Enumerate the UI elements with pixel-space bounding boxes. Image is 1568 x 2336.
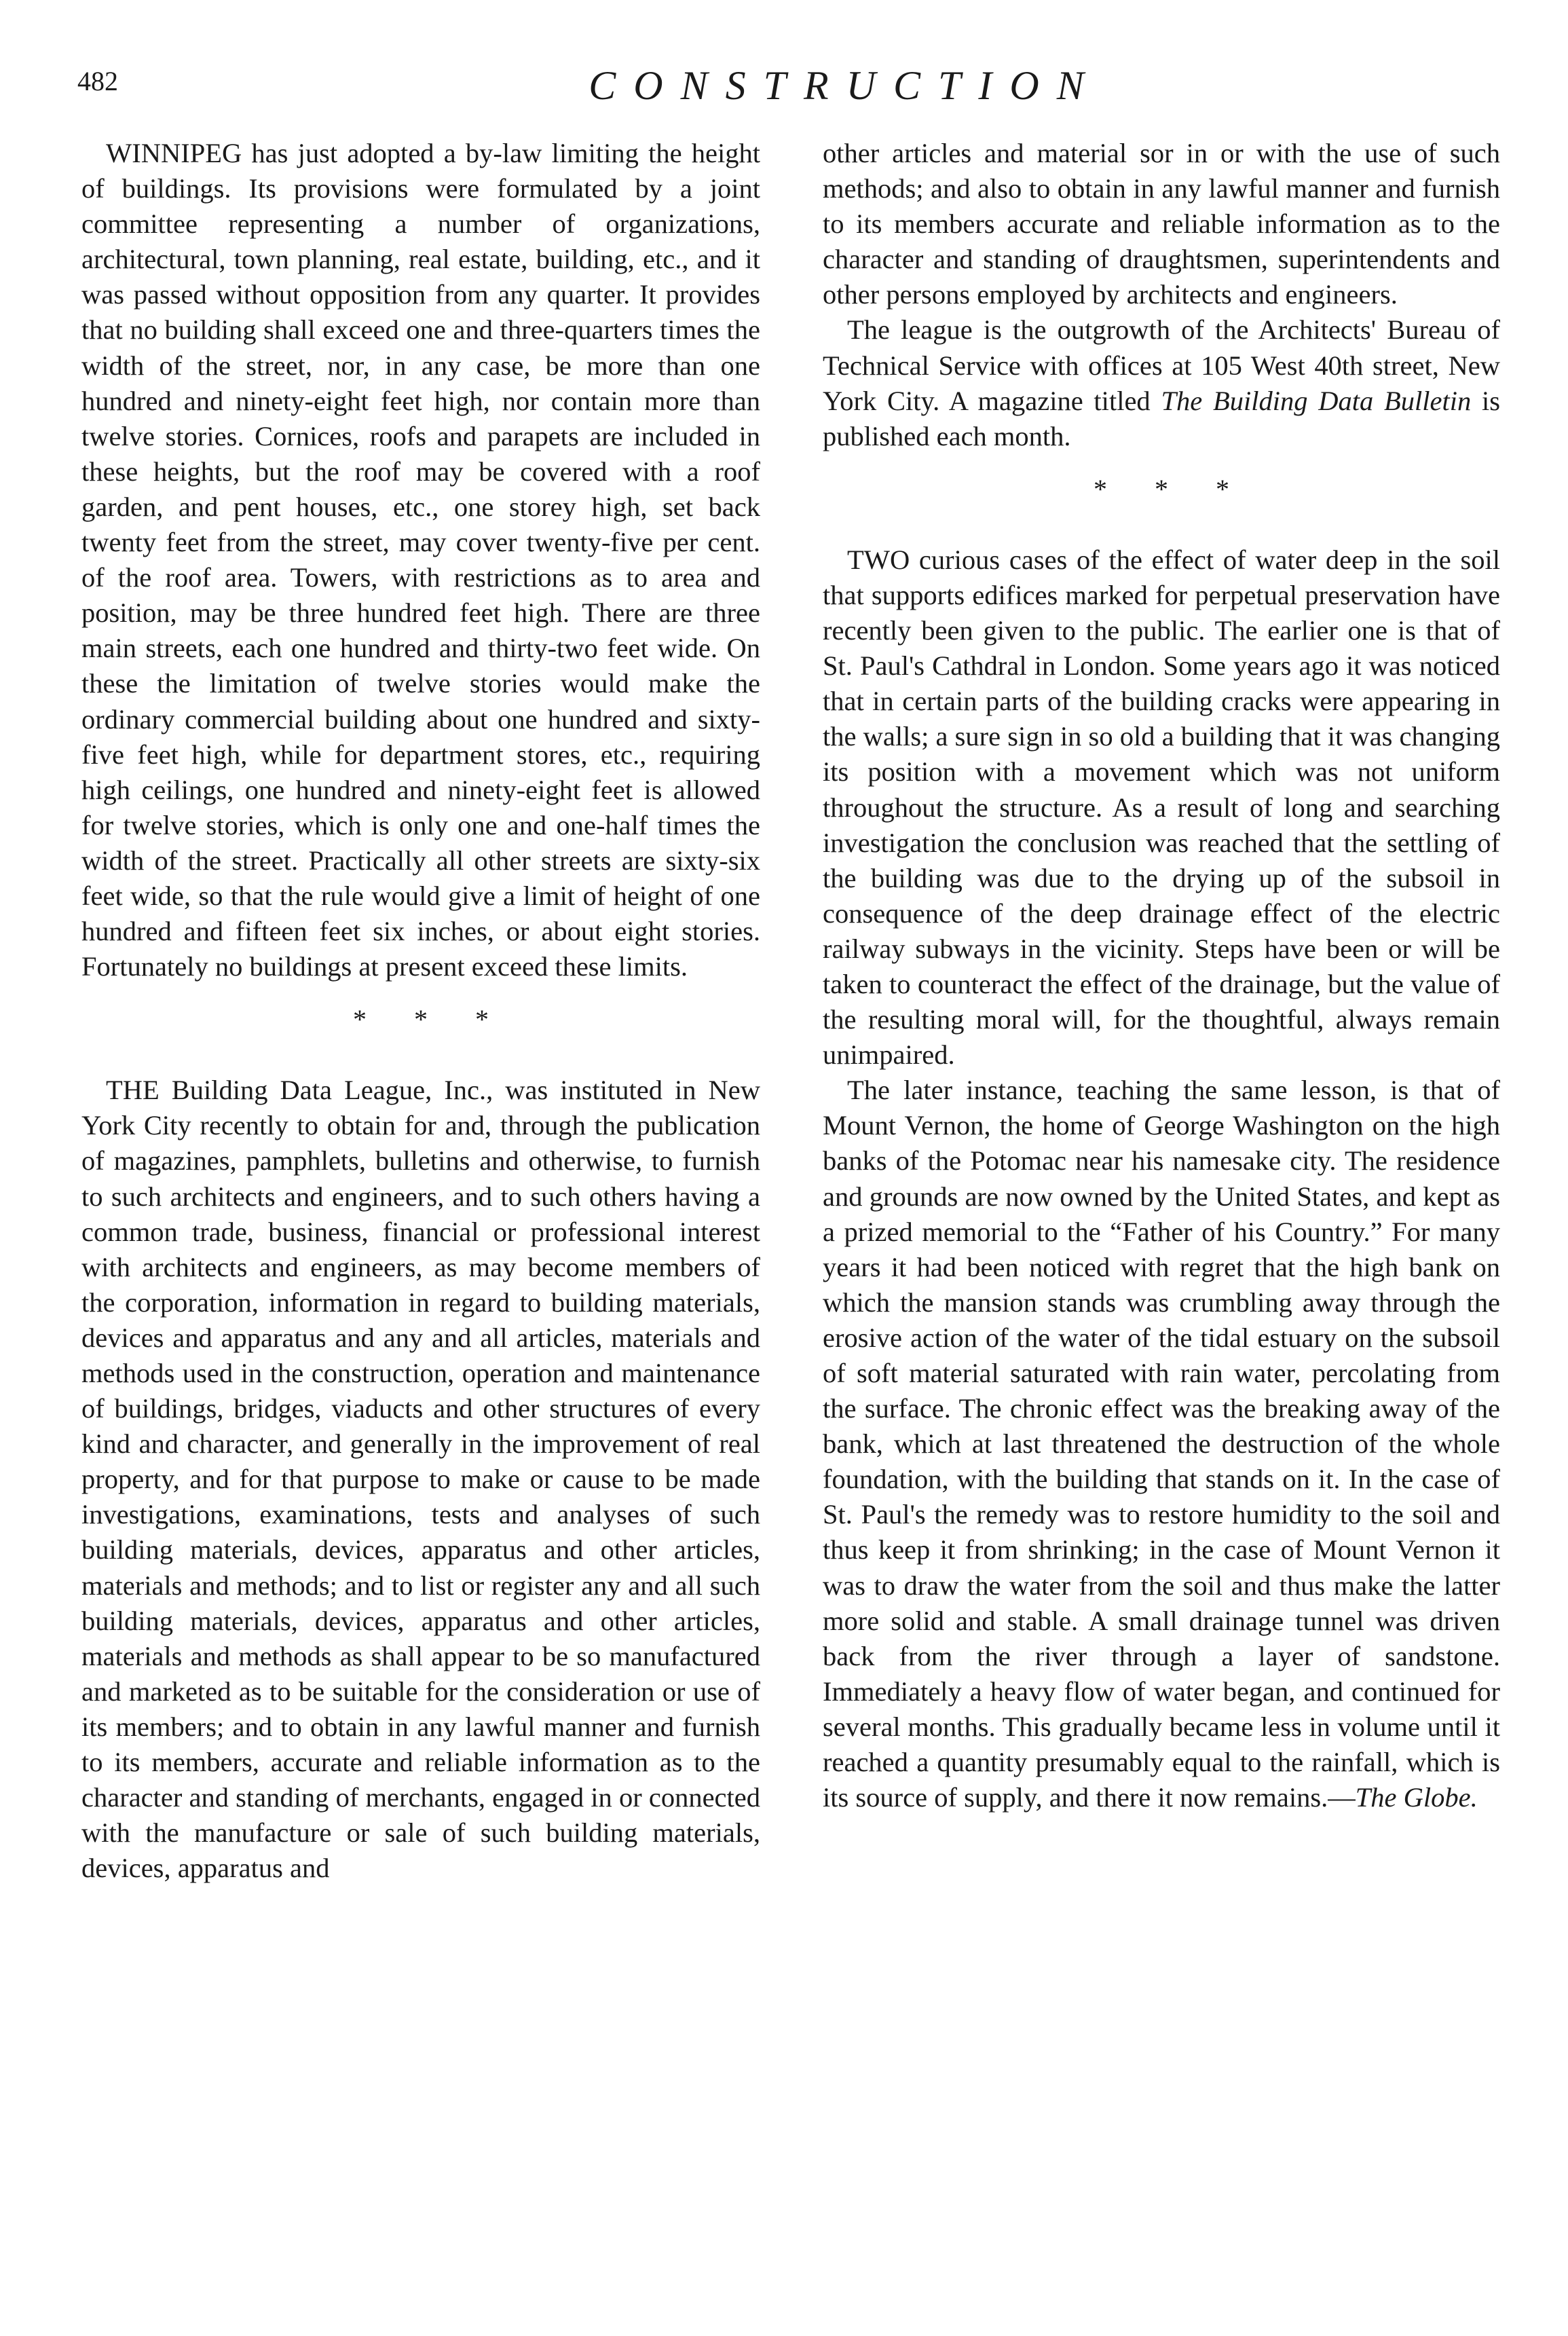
- water-article-paragraph-2: [823, 1073, 1500, 1815]
- league-origin-tail: is published each month.: [823, 385, 1500, 451]
- right-column: [823, 136, 1500, 1815]
- water-article-paragraph-1: TWO curious cases of the effect of water deep in the soil that supports edifices marked for perpetual preservation have recently been given to the public. The earlier one is that of St. Paul's Cathdral in London. Some years ago it was noticed that in certain parts of the building cracks were appearing in the walls; a sure sign in so old a building that it was changing its position with a movement which was not uniform throughout the structure. As a result of long and searching investigation the conclusion was reached that the settling of the building was due to the drying up of the subsoil in consequence of the deep drainage effect of the electric railway subways in the vicinity. Steps have been or will be taken to counteract the effect of the drainage, but the value of the resulting moral will, for the thoughtful, always remain unimpaired.: [823, 544, 1500, 1071]
- source-attribution: The Globe.: [1355, 1782, 1478, 1813]
- league-origin-paragraph: [823, 312, 1500, 453]
- section-separator: * * *: [353, 1004, 509, 1035]
- section-separator: * * *: [1094, 473, 1250, 504]
- winnipeg-article: WINNIPEG has just adopted a by-law limiting the height of buildings. Its provisions were formulated by a joint committee representing a number of organizations, architectural, town planning, real estate, building, etc., and it was passed without opposition from any quarter. It provides that no building shall exceed one and three-quarters times the width of the street, nor, in any case, be more than one hundred and ninety-eight feet high, nor contain more than twelve stories. Cornices, roofs and parapets are included in these heights, but the roof may be covered with a roof garden, and pent houses, etc., one storey high, set back twenty feet from the street, may cover twenty-five per cent. of the roof area. Towers, with restrictions as to area and position, may be three hundred feet high. There are three main streets, each one hundred and thirty-two feet wide. On these the limitation of twelve stories would make the ordinary commercial building about one hundred and sixty-five feet high, while for department stores, etc., requiring high ceilings, one hundred and ninety-eight feet is allowed for twelve stories, which is only one and one-half times the width of the street. Practically all other streets are sixty-six feet wide, so that the rule would give a limit of height of one hundred and fifteen feet six inches, or about eight stories. Fortunately no buildings at present exceed these limits.: [81, 138, 760, 982]
- league-origin-text: The league is the outgrowth of the Architects' Bureau of Technical Service with offices at 105 West 40th street, New York City. A magazine titled: [823, 314, 1500, 416]
- bulletin-title: The Building Data Bulletin: [1161, 385, 1472, 416]
- left-column: [81, 136, 760, 1886]
- mount-vernon-text: The later instance, teaching the same lesson, is that of Mount Vernon, the home of George Washington on the high banks of the Potomac near his namesake city. The residence and grounds are now owned by the United States, and kept as a prized memorial to the “Father of his Country.” For many years it had been noticed with regret that the high bank on which the mansion stands was crumbling away through the erosive action of the water of the tidal estuary on the subsoil of soft material saturated with rain water, percolating from the surface. The chronic effect was the breaking away of the bank, which at last threatened the destruction of the whole foundation, with the building that stands on it. In the case of St. Paul's the remedy was to restore humidity to the soil and thus keep it from shrinking; in the case of Mount Vernon it was to draw the water from the soil and thus make the latter more solid and stable. A small drainage tunnel was driven back from the river through a layer of sandstone. Immediately a heavy flow of water began, and continued for several months. This gradually became less in volume until it reached a quantity presumably equal to the rainfall, which is its source of supply, and there it now remains.—: [823, 1075, 1500, 1813]
- running-head: CONSTRUCTION: [589, 63, 1102, 108]
- page-number: 482: [77, 66, 118, 96]
- building-data-league-article: THE Building Data League, Inc., was instituted in New York City recently to obtain for and, through the publication of magazines, pamphlets, bulletins and otherwise, to furnish to such architects and engineers, and to such others having a common trade, business, financial or professional interest with architects and engineers, as may become members of the corporation, information in regard to building materials, devices and apparatus and any and all articles, materials and methods used in the construction, operation and maintenance of buildings, bridges, viaducts and other structures of every kind and character, and generally in the improvement of real property, and for that purpose to make or cause to be made investigations, examinations, tests and analyses of such building materials, devices, apparatus and other articles, materials and methods; and to list or register any and all such building materials, devices, apparatus and other articles, materials and methods as shall appear to be so manufactured and marketed as to be suitable for the consideration or use of its members; and to obtain in any lawful manner and furnish to its members, accurate and reliable information as to the character and standing of merchants, engaged in or connected with the manufacture or sale of such building materials, devices, apparatus and: [81, 1075, 760, 1884]
- building-data-league-continued: other articles and material sor in or with the use of such methods; and also to obtain in any lawful manner and furnish to its members accurate and reliable information as to the character and standing of draughtsmen, superintendents and other persons employed by architects and engineers.: [823, 138, 1500, 310]
